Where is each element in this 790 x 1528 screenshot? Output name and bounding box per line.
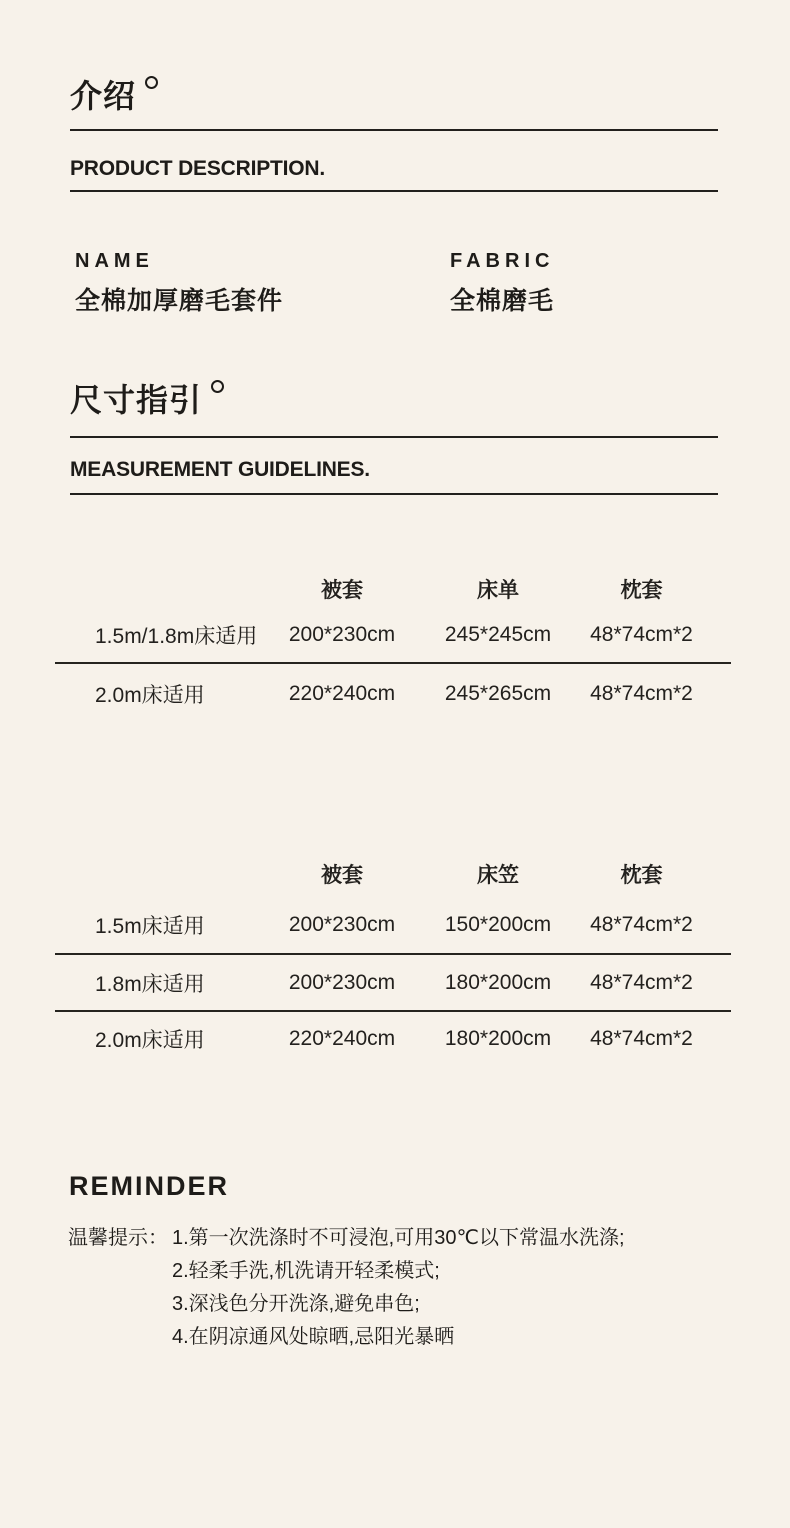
table-cell-duvet-size: 220*240cm (288, 682, 396, 705)
table-cell-duvet-size: 200*230cm (288, 970, 396, 994)
divider (70, 493, 718, 495)
table-cell-duvet-size: 220*240cm (288, 1027, 396, 1050)
size-section-subtitle: MEASUREMENT GUIDELINES. (70, 458, 370, 481)
table-header-fitted-sheet: 床笠 (477, 864, 519, 887)
table-row (55, 955, 731, 1010)
reminder-body (68, 1222, 625, 1354)
reminder-title: REMINDER (69, 1171, 230, 1201)
table-cell-sheet-size: 245*265cm (444, 682, 552, 705)
table-cell-sheet-size: 180*200cm (444, 1027, 552, 1050)
degree-mark-icon (211, 380, 224, 393)
reminder-item: 1.第一次洗涤时不可浸泡,可用30℃以下常温水洗涤; (172, 1227, 625, 1249)
table-cell-sheet-size: 150*200cm (444, 912, 552, 936)
reminder-list (172, 1222, 625, 1354)
table-cell-bed-size: 2.0m床适用 (95, 1029, 205, 1052)
degree-mark-icon (145, 76, 158, 89)
table-header-duvet-cover: 被套 (321, 864, 363, 887)
table-header-duvet-cover: 被套 (321, 579, 363, 602)
reminder-item: 3.深浅色分开洗涤,避免串色; (172, 1293, 420, 1315)
name-value: 全棉加厚磨毛套件 (75, 287, 284, 315)
product-name-field (75, 249, 283, 316)
table-row (55, 664, 731, 724)
table-cell-bed-size: 1.5m床适用 (95, 914, 205, 938)
table-cell-bed-size: 2.0m床适用 (95, 684, 205, 707)
table-cell-bed-size: 1.8m床适用 (95, 972, 205, 996)
table-row (55, 608, 731, 662)
intro-section-title (70, 76, 158, 116)
table-cell-pillow-size: 48*74cm*2 (590, 912, 693, 936)
table-cell-sheet-size: 180*200cm (444, 970, 552, 994)
divider (70, 190, 718, 192)
table-cell-pillow-size: 48*74cm*2 (590, 682, 693, 705)
reminder-item: 4.在阴凉通风处晾晒,忌阳光暴晒 (172, 1326, 455, 1348)
table-header-pillowcase: 枕套 (620, 864, 663, 887)
table-row (55, 1012, 731, 1066)
table-cell-pillow-size: 48*74cm*2 (590, 970, 693, 994)
table-cell-duvet-size: 200*230cm (288, 623, 396, 646)
name-label: NAME (75, 250, 154, 272)
table-cell-pillow-size: 48*74cm*2 (590, 1027, 693, 1050)
table-cell-pillow-size: 48*74cm*2 (590, 623, 693, 646)
table-cell-duvet-size: 200*230cm (288, 912, 396, 936)
intro-section-subtitle: PRODUCT DESCRIPTION. (70, 157, 326, 180)
table-cell-sheet-size: 245*245cm (444, 623, 552, 646)
reminder-label: 温馨提示： (68, 1227, 168, 1249)
table-header-flat-sheet: 床单 (477, 579, 519, 602)
size-section-title (70, 380, 224, 420)
reminder-item: 2.轻柔手洗,机洗请开轻柔模式; (172, 1260, 440, 1282)
fabric-value: 全棉磨毛 (450, 287, 555, 315)
divider (70, 436, 718, 438)
table-header-row (55, 570, 731, 608)
table-header-pillowcase: 枕套 (620, 579, 663, 602)
fabric-label: FABRIC (450, 250, 555, 272)
divider (70, 129, 718, 131)
table-header-row (55, 852, 731, 896)
table-cell-bed-size: 1.5m/1.8m床适用 (95, 625, 258, 648)
intro-title-text: 介绍 (70, 78, 137, 114)
size-title-text: 尺寸指引 (70, 382, 203, 418)
product-fabric-field (450, 249, 554, 316)
table-row (55, 896, 731, 953)
size-table-fitted-sheet (55, 852, 731, 1066)
size-table-flat-sheet (55, 570, 731, 724)
